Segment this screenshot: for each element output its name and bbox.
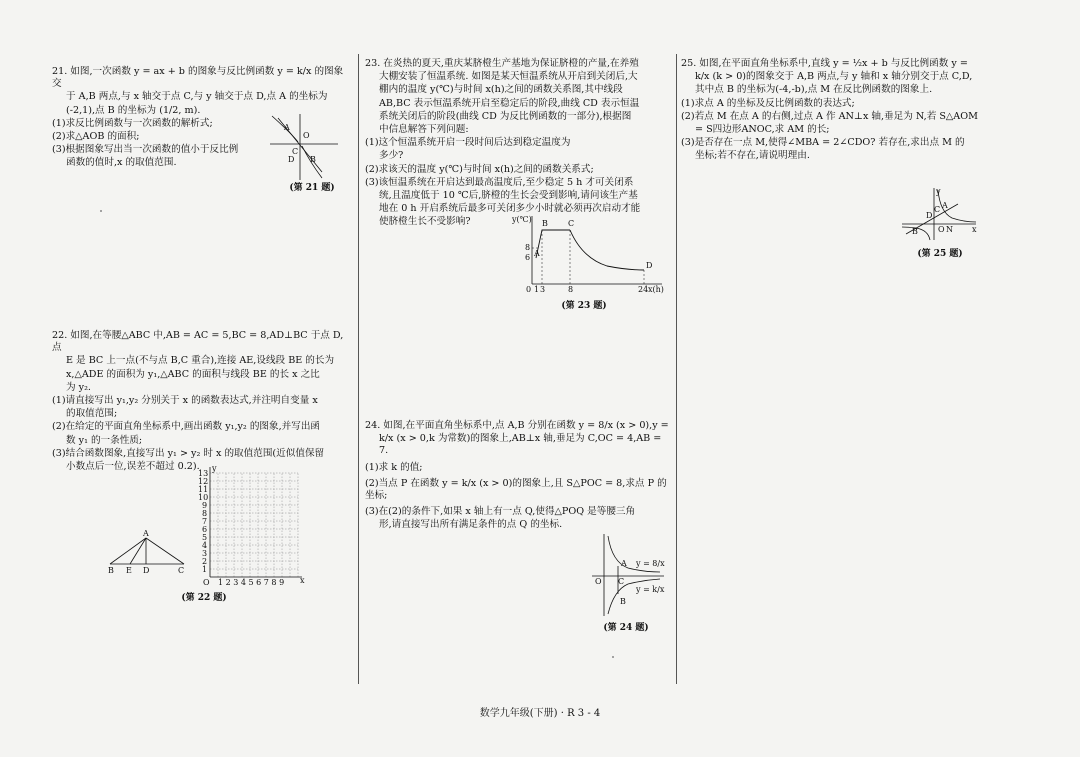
q22-triangle bbox=[108, 530, 188, 574]
q25-line3: 其中点 B 的坐标为(-4,-b),点 M 在反比例函数的图象上. bbox=[695, 84, 933, 96]
q24-part3: (3)在(2)的条件下,如果 x 轴上有一点 Q,使得△POQ 是等腰三角 bbox=[365, 506, 636, 518]
q21-line3: (-2,1),点 B 的坐标为 (1/2, m). bbox=[66, 104, 201, 116]
q25-caption: (第 25 题) bbox=[917, 249, 963, 259]
q22-y-tick: 3 bbox=[202, 549, 208, 558]
q23-part2: (2)求该天的温度 y(℃)与时间 x(h)之间的函数关系式; bbox=[365, 163, 594, 175]
scan-dot bbox=[612, 656, 614, 658]
q23-line5: 系统关闭后的阶段(曲线 CD 为反比例函数的一部分),根据图 bbox=[379, 110, 632, 122]
q23-part3b: 统,且温度低于 10 ℃后,脐橙的生长会受到影响,请问该生产基 bbox=[379, 190, 638, 202]
q22-part2b: 数 y₁ 的一条性质; bbox=[66, 434, 143, 446]
q23-part3c: 地在 0 h 开启系统后最多可关闭多少小时就必须再次启动才能 bbox=[379, 203, 641, 215]
q24-part1: (1)求 k 的值; bbox=[365, 461, 423, 473]
q21-title: 21. 如图,一次函数 y = ax + b 的图象与反比例函数 y = k/x 的图象交 bbox=[52, 66, 344, 90]
q25-part2: (2)若点 M 在点 A 的右侧,过点 A 作 AN⊥x 轴,垂足为 N,若 S△AOM bbox=[681, 110, 978, 122]
q21-figure bbox=[270, 112, 340, 182]
q22-part3b: 小数点后一位,误差不超过 0.2). bbox=[66, 461, 200, 473]
q21-part3: (3)根据图象写出当一次函数的值小于反比例 bbox=[52, 144, 239, 156]
q25-part1: (1)求点 A 的坐标及反比例函数的表达式; bbox=[681, 97, 855, 109]
q23-part1b: 多少? bbox=[379, 150, 404, 162]
scan-dot bbox=[100, 210, 102, 212]
column-divider-2 bbox=[676, 54, 677, 684]
q22-grid bbox=[198, 465, 308, 587]
q22-part1b: 的取值范围; bbox=[66, 408, 118, 420]
q23-xtick-8: 8 bbox=[568, 285, 574, 294]
q22-y-tick: 4 bbox=[202, 541, 208, 550]
q22-part2: (2)在给定的平面直角坐标系中,画出函数 y₁,y₂ 的图象,并写出函 bbox=[52, 421, 321, 433]
q23-part3d: 使脐橙生长不受影响? bbox=[379, 216, 471, 228]
q25-title: 25. 如图,在平面直角坐标系中,直线 y = ½x + b 与反比例函数 y = bbox=[681, 58, 968, 69]
q25-part3b: 坐标;若不存在,请说明理由. bbox=[695, 150, 810, 162]
q23-xtick-0: 0 bbox=[526, 285, 532, 294]
q22-axis-x: x bbox=[300, 576, 305, 585]
q24-part3b: 形,请直接写出所有满足条件的点 Q 的坐标. bbox=[379, 519, 563, 531]
q24-part2: (2)当点 P 在函数 y = k/x (x > 0)的图象上,且 S△POC = 8,求点 P 的坐标; bbox=[365, 477, 667, 502]
question-22 bbox=[52, 330, 352, 474]
q23-part3: (3)该恒温系统在开启达到最高温度后,至少稳定 5 h 才可关闭系 bbox=[365, 176, 634, 188]
q23-xtick-3: 3 bbox=[540, 285, 546, 294]
q23-caption: (第 23 题) bbox=[561, 301, 607, 311]
q22-y-tick: 1 bbox=[202, 565, 208, 574]
q23-part1: (1)这个恒温系统开启一段时间后达到稳定温度为 bbox=[365, 137, 571, 149]
q22-origin: O bbox=[203, 578, 210, 587]
q24-curve1: y = 8/x bbox=[636, 559, 665, 568]
svg-text:A: A bbox=[942, 201, 948, 210]
q22-y-tick: 9 bbox=[202, 501, 208, 510]
q22-line3: x,△ADE 的面积为 y₁,△ABC 的面积与线段 BE 的长 x 之比 bbox=[66, 368, 320, 380]
q23-title: 23. 在炎热的夏天,重庆某脐橙生产基地为保证脐橙的产量,在养殖 bbox=[365, 58, 639, 69]
svg-text:C: C bbox=[292, 147, 299, 156]
q23-ytick-8: 8 bbox=[525, 243, 531, 252]
question-24 bbox=[365, 420, 673, 533]
q22-line4: 为 y₂. bbox=[66, 381, 91, 393]
q24-line2: k/x (x > 0,k 为常数)的图象上,AB⊥x 轴,垂足为 C,OC = 4,AB = 7. bbox=[379, 433, 662, 457]
q23-figure bbox=[512, 212, 672, 297]
q22-y-tick: 2 bbox=[202, 557, 208, 566]
svg-text:B: B bbox=[912, 227, 918, 236]
svg-text:O: O bbox=[303, 131, 310, 140]
q22-y-ticks bbox=[198, 469, 208, 574]
svg-text:D: D bbox=[288, 155, 295, 164]
q23-ylabel: y(℃) bbox=[512, 215, 532, 224]
svg-text:D: D bbox=[143, 566, 150, 575]
q22-y-tick: 7 bbox=[202, 517, 208, 526]
svg-text:B: B bbox=[310, 155, 316, 164]
q22-caption: (第 22 题) bbox=[181, 593, 227, 603]
q22-y-tick: 6 bbox=[202, 525, 208, 534]
svg-text:B: B bbox=[542, 219, 548, 228]
svg-text:C: C bbox=[618, 577, 625, 586]
column-divider-1 bbox=[358, 54, 359, 684]
q23-line6: 中信息解答下列问题: bbox=[379, 124, 469, 136]
svg-text:D: D bbox=[926, 211, 933, 220]
svg-text:E: E bbox=[126, 566, 132, 575]
q22-line2: E 是 BC 上一点(不与点 B,C 重合),连接 AE,设线段 BE 的长为 bbox=[66, 355, 335, 367]
svg-text:O: O bbox=[938, 225, 945, 234]
q22-part1: (1)请直接写出 y₁,y₂ 分别关于 x 的函数表达式,并注明自变量 x bbox=[52, 395, 318, 407]
svg-text:A: A bbox=[534, 249, 540, 258]
svg-text:B: B bbox=[108, 566, 114, 575]
svg-text:A: A bbox=[143, 529, 149, 538]
q24-caption: (第 24 题) bbox=[603, 623, 649, 633]
q22-title: 22. 如图,在等腰△ABC 中,AB = AC = 5,BC = 8,AD⊥BC 于点 D,点 bbox=[52, 330, 344, 354]
q24-curve2: y = k/x bbox=[636, 585, 665, 594]
page-footer: 数学九年级(下册) · R 3 - 4 bbox=[479, 708, 601, 719]
q24-title: 24. 如图,在平面直角坐标系中,点 A,B 分别在函数 y = 8/x (x > 0),y = bbox=[365, 420, 669, 431]
q22-axis-y: y bbox=[212, 464, 217, 473]
question-23 bbox=[365, 58, 673, 230]
svg-text:N: N bbox=[946, 225, 953, 234]
svg-text:x: x bbox=[972, 225, 977, 234]
q21-caption: (第 21 题) bbox=[289, 183, 335, 193]
q23-xlabel: x(h) bbox=[648, 285, 664, 294]
q22-y-tick: 11 bbox=[198, 485, 209, 494]
q25-part3: (3)是否存在一点 M,使得∠MBA = 2∠CDO? 若存在,求出点 M 的 bbox=[681, 137, 965, 149]
q22-y-tick: 5 bbox=[202, 533, 208, 542]
q23-line3: 棚内的温度 y(℃)与时间 x(h)之间的函数关系图,其中线段 bbox=[379, 84, 623, 96]
q22-y-tick: 13 bbox=[198, 469, 209, 478]
q23-xtick-24: 24 bbox=[638, 285, 649, 294]
svg-text:C: C bbox=[178, 566, 185, 575]
svg-text:D: D bbox=[646, 261, 653, 270]
q23-xtick-1: 1 bbox=[534, 285, 540, 294]
q21-part3b: 函数的值时,x 的取值范围. bbox=[66, 157, 177, 169]
q23-line4: AB,BC 表示恒温系统开启至稳定后的阶段,曲线 CD 表示恒温 bbox=[379, 97, 640, 109]
q24-figure bbox=[588, 532, 668, 618]
q23-ytick-6: 6 bbox=[525, 253, 531, 262]
q21-part1: (1)求反比例函数与一次函数的解析式; bbox=[52, 117, 213, 129]
q22-y-tick: 10 bbox=[198, 493, 209, 502]
svg-text:y: y bbox=[936, 187, 941, 196]
q25-line2: k/x (k > 0)的图象交于 A,B 两点,与 y 轴和 x 轴分别交于点 C,D, bbox=[695, 71, 973, 83]
q21-part2: (2)求△AOB 的面积; bbox=[52, 131, 140, 143]
question-25 bbox=[681, 58, 981, 164]
svg-text:A: A bbox=[621, 559, 627, 568]
q25-part2b: = S四边形ANOC,求 AM 的长; bbox=[695, 124, 830, 136]
q22-y-tick: 8 bbox=[202, 509, 208, 518]
svg-text:O: O bbox=[595, 577, 602, 586]
svg-text:A: A bbox=[284, 123, 290, 132]
q22-x-ticks: 1 2 3 4 5 6 7 8 9 bbox=[218, 578, 285, 587]
svg-text:C: C bbox=[568, 219, 575, 228]
svg-text:C: C bbox=[934, 205, 941, 214]
q25-figure bbox=[900, 186, 980, 242]
svg-text:B: B bbox=[620, 597, 626, 606]
q23-line2: 大棚安装了恒温系统. 如图是某天恒温系统从开启到关闭后,大 bbox=[379, 71, 638, 83]
q22-y-tick: 12 bbox=[198, 477, 209, 486]
q21-line2: 于 A,B 两点,与 x 轴交于点 C,与 y 轴交于点 D,点 A 的坐标为 bbox=[66, 91, 328, 103]
q22-part3: (3)结合函数图象,直接写出 y₁ > y₂ 时 x 的取值范围(近似值保留 bbox=[52, 447, 325, 459]
